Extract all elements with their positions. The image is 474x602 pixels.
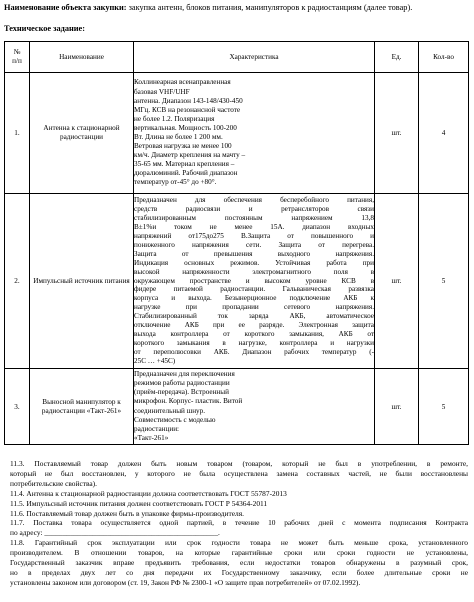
- spec-line: микрофон. Корпус- пластик. Витой: [134, 397, 243, 406]
- spec-line: средств радиосвязи и ретрансляторов связи: [134, 204, 374, 213]
- footer-line: 11.6. Поставляемый товар должен быть в упаковке фирмы-производителя.: [10, 508, 244, 518]
- spec-line: Ветровая нагрузка не менее 100: [134, 142, 232, 151]
- footer-clauses: [10, 459, 468, 588]
- row-qty: 4: [419, 73, 469, 194]
- row-unit: шт.: [375, 369, 419, 445]
- spec-line: антенна. Диапазон 143-148/430-450: [134, 96, 243, 105]
- spec-line: (приём-передача). Встроенный: [134, 388, 229, 397]
- table-header-row: [5, 42, 469, 73]
- row-num: 1.: [5, 73, 30, 194]
- spec-lines: [134, 78, 374, 187]
- spec-line: Стабилизированный ток заряда АКБ, автоматическое: [134, 312, 374, 321]
- spec-line: 35-65 мм. Материал крепления –: [134, 160, 235, 169]
- row-num: 3.: [5, 369, 30, 445]
- header-qty: Кол-во: [419, 42, 469, 73]
- header-num-line1: №: [13, 47, 21, 56]
- spec-line: отключение АКБ при ее разряде. Электронная защита: [134, 321, 374, 330]
- spec-line: базовая VHF/UHF: [134, 87, 190, 96]
- row-spec: [134, 369, 375, 445]
- row-unit: шт.: [375, 73, 419, 194]
- spec-line: радиостанции:: [134, 424, 180, 433]
- footer-line: 11.5. Импульсный источник питания должен соответствовать ГОСТ Р 54364-2011: [10, 498, 268, 508]
- spec-line: 25С … +45С): [134, 357, 176, 366]
- spec-line: Предназначен для переключения: [134, 370, 235, 379]
- spec-line: Индикация основных режимов. Устойчивая работа при: [134, 258, 374, 267]
- row-qty: 5: [419, 369, 469, 445]
- spec-line: В±1%и током не менее 15А. диапазон входных: [134, 222, 374, 231]
- spec-line: режимов работы радиостанции: [134, 379, 230, 388]
- spec-line: «Такт-261»: [134, 433, 169, 442]
- footer-line: потребительские свойства).: [10, 478, 97, 488]
- spec-line: стабилизированным постоянным напряжением 13,8: [134, 213, 374, 222]
- spec-line: Защита от превышения выходного напряжения.: [134, 249, 374, 258]
- spec-line: Коллинеарная всенаправленная: [134, 78, 231, 87]
- spec-line: пониженного напряжения сети. Защита от перегрева.: [134, 240, 374, 249]
- spec-line: не более 1.2. Поляризация: [134, 114, 215, 123]
- spec-line: высокой напряженности электромагнитного поля в: [134, 267, 374, 276]
- section-title: Техническое задание:: [4, 24, 85, 33]
- spec-line: Совместимость с моделью: [134, 415, 216, 424]
- header-unit: Ед.: [375, 42, 419, 73]
- footer-line: производителем. В отношении товаров, на которые гарантийные сроки или сроки годности не установлены,: [10, 548, 468, 558]
- footer-line: 11.3. Поставляемый товар должен быть новым товаром (товаром, который не был в употреблении, в ремонте,: [10, 459, 468, 468]
- row-unit: шт.: [375, 194, 419, 369]
- spec-line: выхода контроллера от короткого замыкания, АКБ от: [134, 330, 374, 339]
- header-spec: Характеристика: [134, 42, 375, 73]
- footer-line: 11.8. Гарантийный срок эксплуатации или срок годности товара не может быть меньше срока, установленного: [10, 538, 468, 548]
- spec-line: дюралюминий. Рабочий диапазон: [134, 169, 238, 178]
- spec-lines: [134, 196, 374, 366]
- row-spec: [134, 194, 375, 369]
- header-name: Наименование: [30, 42, 134, 73]
- footer-line: но в пределах двух лет со дня передачи их Государственному заказчику, если более длительные сроки не: [10, 567, 468, 577]
- spec-line: фидере питаемой радиостанции. Гальваническая развязка: [134, 285, 374, 294]
- footer-line: 11.4. Антенна к стационарной радиостанции должна соответствовать ГОСТ 55787-2013: [10, 488, 287, 498]
- spec-line: соединительный шнур.: [134, 406, 206, 415]
- footer-line: по адресу: _______________________________________________.: [10, 528, 220, 538]
- spec-line: короткого замыкания в нагрузке, контроллера и нагрузки: [134, 339, 374, 348]
- footer-line: 11.7. Поставка товара осуществляется одной партией, в течение 10 рабочих дней с момента подписания Контракта: [10, 518, 468, 528]
- spec-line: МГц. КСВ на резонансной частоте: [134, 105, 241, 114]
- procurement-heading: [4, 3, 412, 13]
- spec-line: вертикальная. Мощность 100-200: [134, 123, 237, 132]
- row-name: Антенна к стационарной радиостанции: [30, 73, 134, 194]
- row-num: 2.: [5, 194, 30, 369]
- header-num: [5, 42, 30, 73]
- spec-line: Вт. Длина не более 1 200 мм.: [134, 133, 223, 141]
- spec-lines: [134, 370, 374, 443]
- row-qty: 5: [419, 194, 469, 369]
- table-row: [5, 369, 469, 445]
- spec-line: температур от-45° до +80°.: [134, 178, 217, 187]
- spec-line: корпуса и выхода. Безынерционное подключение АКБ к: [134, 294, 374, 303]
- procurement-label: Наименование объекта закупки:: [4, 3, 127, 12]
- row-name: Импульсный источник питания: [30, 194, 134, 369]
- header-num-line2: п/п: [12, 57, 22, 65]
- row-spec: [134, 73, 375, 194]
- footer-line: Государственный заказчик вправе предъявить требования, если недостатки товаров обнаружены в разумный срок,: [10, 558, 468, 568]
- spec-line: напряжений от175до275 В.Защита от повышенного и: [134, 231, 374, 240]
- footer-line: который не был восстановлен, у которого не была осуществлена замена составных частей, не были восстановлены: [10, 468, 468, 478]
- footer-line: установлены законом или договором (ст. 19, Закон РФ № 2300-1 «О защите прав потребителей» от 07.02.1992).: [10, 577, 361, 587]
- spec-line: от переполюсовки АКБ. Диапазон рабочих температур (-: [134, 348, 374, 357]
- spec-line: окружающем пространстве и высоком уровне КСВ в: [134, 276, 374, 285]
- table-row: [5, 194, 469, 369]
- spec-line: км/ч. Диаметр крепления на мачту –: [134, 151, 246, 160]
- row-name: Выносной манипулятор к радиостанции «Такт-261»: [30, 369, 134, 445]
- spec-table: [4, 41, 469, 445]
- spec-line: нагрузке при пропадании сетевого напряжения.: [134, 303, 374, 312]
- table-row: [5, 73, 469, 194]
- spec-line: Предназначен для обеспечения бесперебойного питания,: [134, 195, 374, 204]
- procurement-text: закупка антенн, блоков питания, манипуляторов к радиостанциям (далее товар).: [126, 3, 413, 12]
